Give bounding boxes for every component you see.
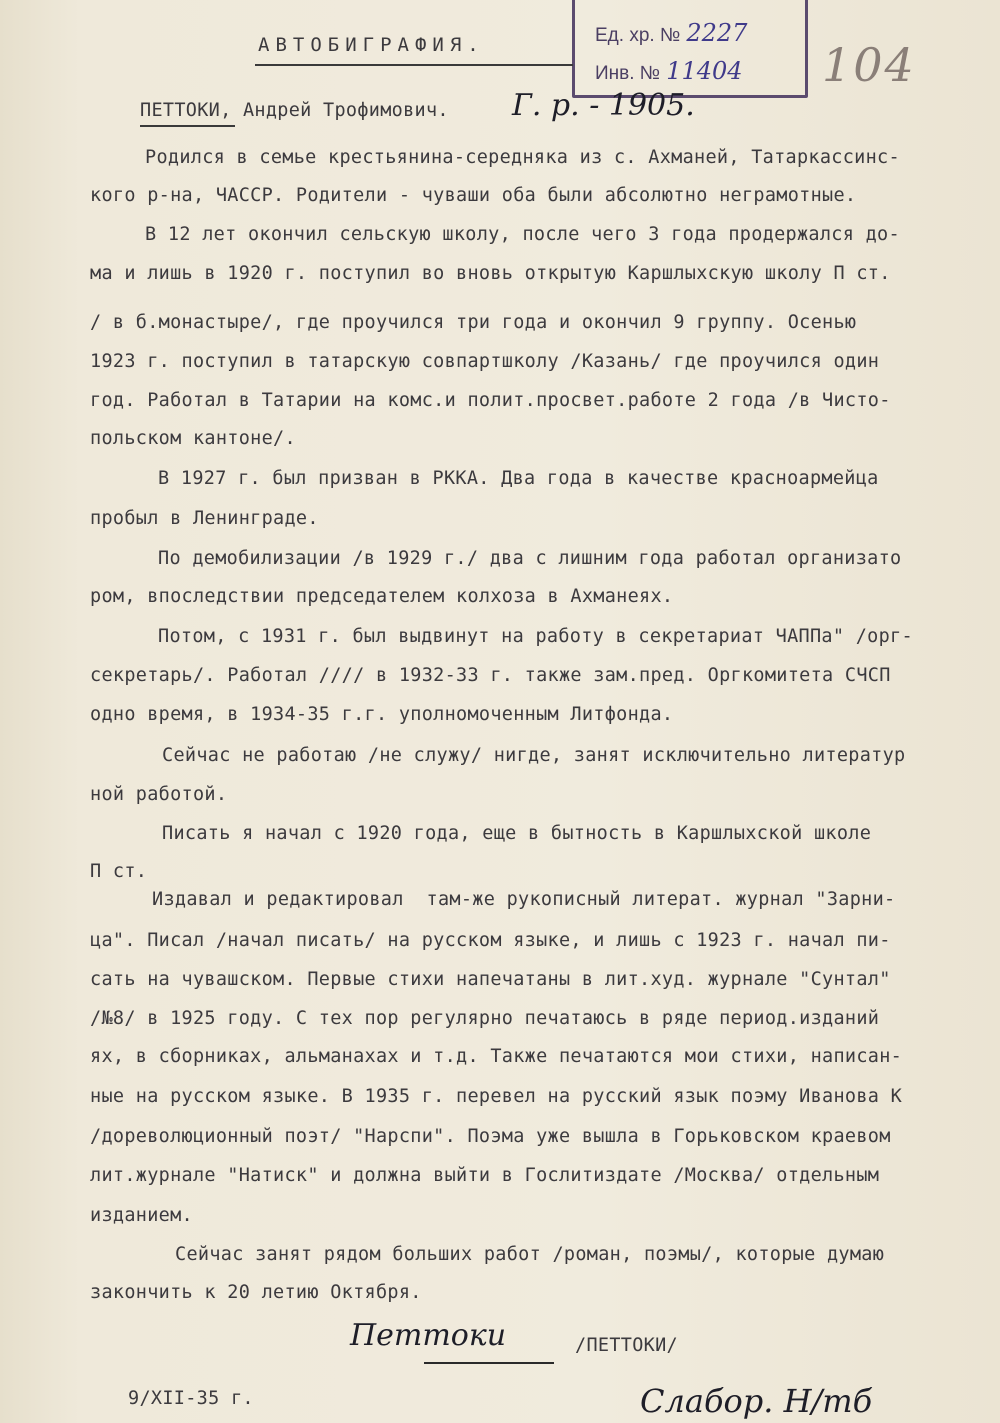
stamp-unit-row xyxy=(595,19,747,47)
body-line: Потом, с 1931 г. был выдвинут на работу в секретариат ЧАППа" /орг- xyxy=(158,626,913,647)
stamp-inv-label: Инв. № xyxy=(595,63,661,84)
body-line: Родился в семье крестьянина-середняка из с. Ахманей, Татаркассинс- xyxy=(145,147,900,168)
document-title: АВТОБИГРАФИЯ. xyxy=(258,34,485,56)
page-number: 104 xyxy=(822,38,916,92)
typed-signature: /ПЕТТОКИ/ xyxy=(575,1335,678,1356)
body-line: /№8/ в 1925 году. С тех пор регулярно печатаюсь в ряде период.изданий xyxy=(90,1008,880,1029)
body-line: По демобилизации /в 1929 г./ два с лишним года работал организато xyxy=(158,548,902,569)
handwritten-signature: Петтоки xyxy=(350,1318,507,1353)
body-line: кого р-на, ЧАССР. Родители - чуваши оба были абсолютно неграмотные. xyxy=(90,185,857,206)
body-line: Издавал и редактировал там-же рукописный литерат. журнал "Зарни- xyxy=(152,889,896,910)
body-line: пробыл в Ленинграде. xyxy=(90,508,319,529)
body-line: П ст. xyxy=(90,861,148,882)
author-name: ПЕТТОКИ, Андрей Трофимович. xyxy=(140,100,449,121)
birth-year-note: Г. р. - 1905. xyxy=(512,88,695,123)
stamp-inv-value: 11404 xyxy=(666,57,743,85)
body-line: одно время, в 1934-35 г.г. уполномоченным Литфонда. xyxy=(90,704,674,725)
body-line: Писать я начал с 1920 года, еще в бытность в Каршлыхской школе xyxy=(162,823,872,844)
body-line: закончить к 20 летию Октября. xyxy=(90,1282,422,1303)
body-line: изданием. xyxy=(90,1205,193,1226)
body-line: секретарь/. Работал //// в 1932-33 г. также зам.пред. Оргкомитета СЧСП xyxy=(90,665,891,686)
body-line: Сейчас не работаю /не служу/ нигде, занят исключительно литератур xyxy=(162,745,906,766)
body-line: ной работой. xyxy=(90,784,228,805)
body-line: польском кантоне/. xyxy=(90,428,296,449)
body-line: сать на чувашском. Первые стихи напечатаны в лит.худ. журнале "Сунтал" xyxy=(90,969,891,990)
stamp-inv-row xyxy=(595,57,743,85)
body-line: ром, впоследствии председателем колхоза в Ахманеях. xyxy=(90,586,674,607)
body-line: Сейчас занят рядом больших работ /роман, поэмы/, которые думаю xyxy=(175,1244,885,1265)
body-line: / в б.монастыре/, где проучился три года и окончил 9 группу. Осенью xyxy=(90,312,857,333)
body-line: лит.журнале "Натиск" и должна выйти в Гослитиздате /Москва/ отдельным xyxy=(90,1165,880,1186)
body-line: ные на русском языке. В 1935 г. перевел на русский язык поэму Иванова К xyxy=(90,1086,903,1107)
body-line: 1923 г. поступил в татарскую совпартшколу /Казань/ где проучился один xyxy=(90,351,880,372)
stamp-unit-label: Ед. хр. № xyxy=(595,25,681,46)
body-line: ях, в сборниках, альманахах и т.д. Также печатаются мои стихи, написан- xyxy=(90,1046,903,1067)
body-line: В 12 лет окончил сельскую школу, после чего 3 года продержался до- xyxy=(145,224,900,245)
body-line: В 1927 г. был призван в РККА. Два года в качестве красноармейца xyxy=(158,468,879,489)
stamp-unit-value: 2227 xyxy=(686,19,748,47)
bottom-handwritten-note: Слабор. Н/тб xyxy=(640,1382,873,1420)
body-line: /дореволюционный поэт/ "Нарспи". Поэма уже вышла в Горьковском краевом xyxy=(90,1126,891,1147)
title-underline xyxy=(255,64,573,66)
body-line: ца". Писал /начал писать/ на русском языке, и лишь с 1923 г. начал пи- xyxy=(90,930,891,951)
archive-stamp xyxy=(572,0,808,98)
signature-underline xyxy=(424,1362,554,1364)
document-date: 9/XII-35 г. xyxy=(128,1388,254,1409)
name-underline xyxy=(140,125,235,127)
body-line: ма и лишь в 1920 г. поступил во вновь открытую Каршлыхскую школу П ст. xyxy=(90,263,891,284)
body-line: год. Работал в Татарии на комс.и полит.просвет.работе 2 года /в Чисто- xyxy=(90,390,891,411)
